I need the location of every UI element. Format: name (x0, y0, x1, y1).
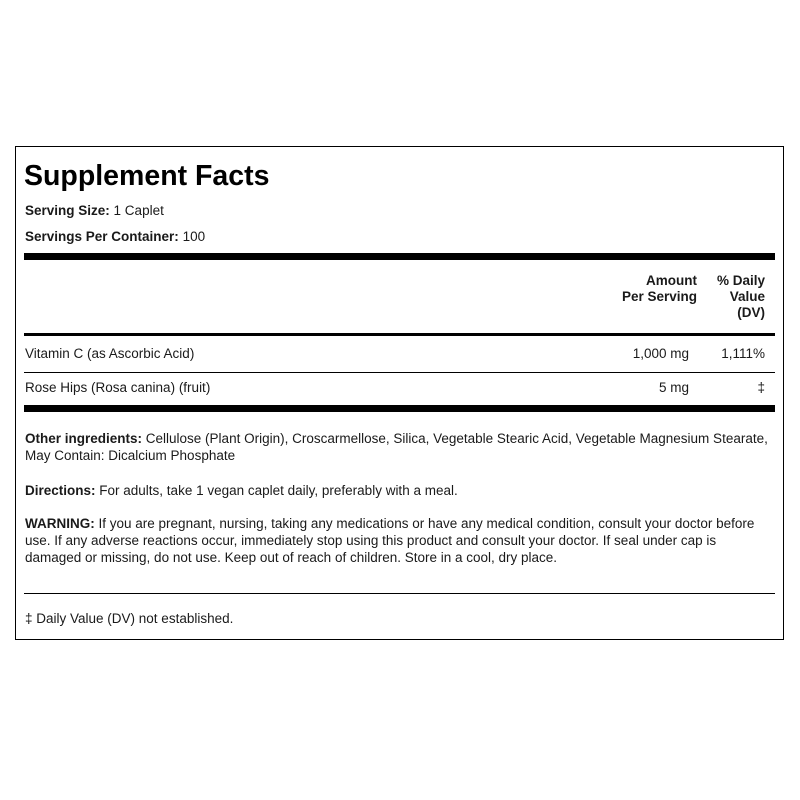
ingredient-amount: 1,000 mg (632, 346, 689, 361)
ingredient-daily-value: ‡ (757, 380, 765, 395)
dv-header-line2: Value (729, 289, 765, 304)
amount-header (622, 273, 697, 305)
directions-label: Directions: (25, 483, 96, 498)
warning-text: If you are pregnant, nursing, taking any medications or have any medical condition, consult your doctor before use. If any adverse reactions occur, immediately stop using this product and consult your doctor. If seal under cap is damaged or missing, do not use. Keep out of reach of children. Store in a cool, dry place. (25, 516, 755, 565)
footnote-divider (24, 593, 775, 594)
serving-size (25, 203, 164, 219)
panel-title: Supplement Facts (24, 160, 270, 192)
other-ingredients-label: Other ingredients: (25, 431, 143, 446)
thick-divider-bottom (24, 405, 775, 412)
warning-label: WARNING: (25, 516, 95, 531)
footnote: ‡ Daily Value (DV) not established. (25, 611, 234, 626)
servings-label: Servings Per Container: (25, 229, 179, 244)
thick-divider-top (24, 253, 775, 260)
dv-header-line3: (DV) (737, 305, 765, 320)
directions-text: For adults, take 1 vegan caplet daily, preferably with a meal. (99, 483, 458, 498)
amount-header-line1: Amount (646, 273, 697, 288)
daily-value-header (717, 273, 765, 321)
other-ingredients-text: Cellulose (Plant Origin), Croscarmellose, Silica, Vegetable Stearic Acid, Vegetable Magnesium Stearate, May Contain: Dicalcium Phosphate (25, 431, 768, 463)
header-divider (24, 333, 775, 336)
servings-value: 100 (182, 229, 206, 244)
ingredient-daily-value: 1,111% (721, 346, 765, 361)
ingredient-amount: 5 mg (658, 380, 689, 395)
supplement-facts-panel (15, 146, 784, 640)
ingredient-name: Vitamin C (as Ascorbic Acid) (25, 346, 195, 361)
serving-size-label: Serving Size: (25, 203, 110, 218)
row-divider (24, 372, 775, 373)
servings-per-container (25, 229, 205, 245)
dv-header-line1: % Daily (716, 273, 765, 288)
serving-size-value: 1 Caplet (113, 203, 164, 218)
warning (25, 515, 769, 566)
amount-header-line2: Per Serving (621, 289, 697, 304)
directions (25, 482, 769, 499)
other-ingredients (25, 430, 769, 464)
ingredient-name: Rose Hips (Rosa canina) (fruit) (25, 380, 211, 395)
